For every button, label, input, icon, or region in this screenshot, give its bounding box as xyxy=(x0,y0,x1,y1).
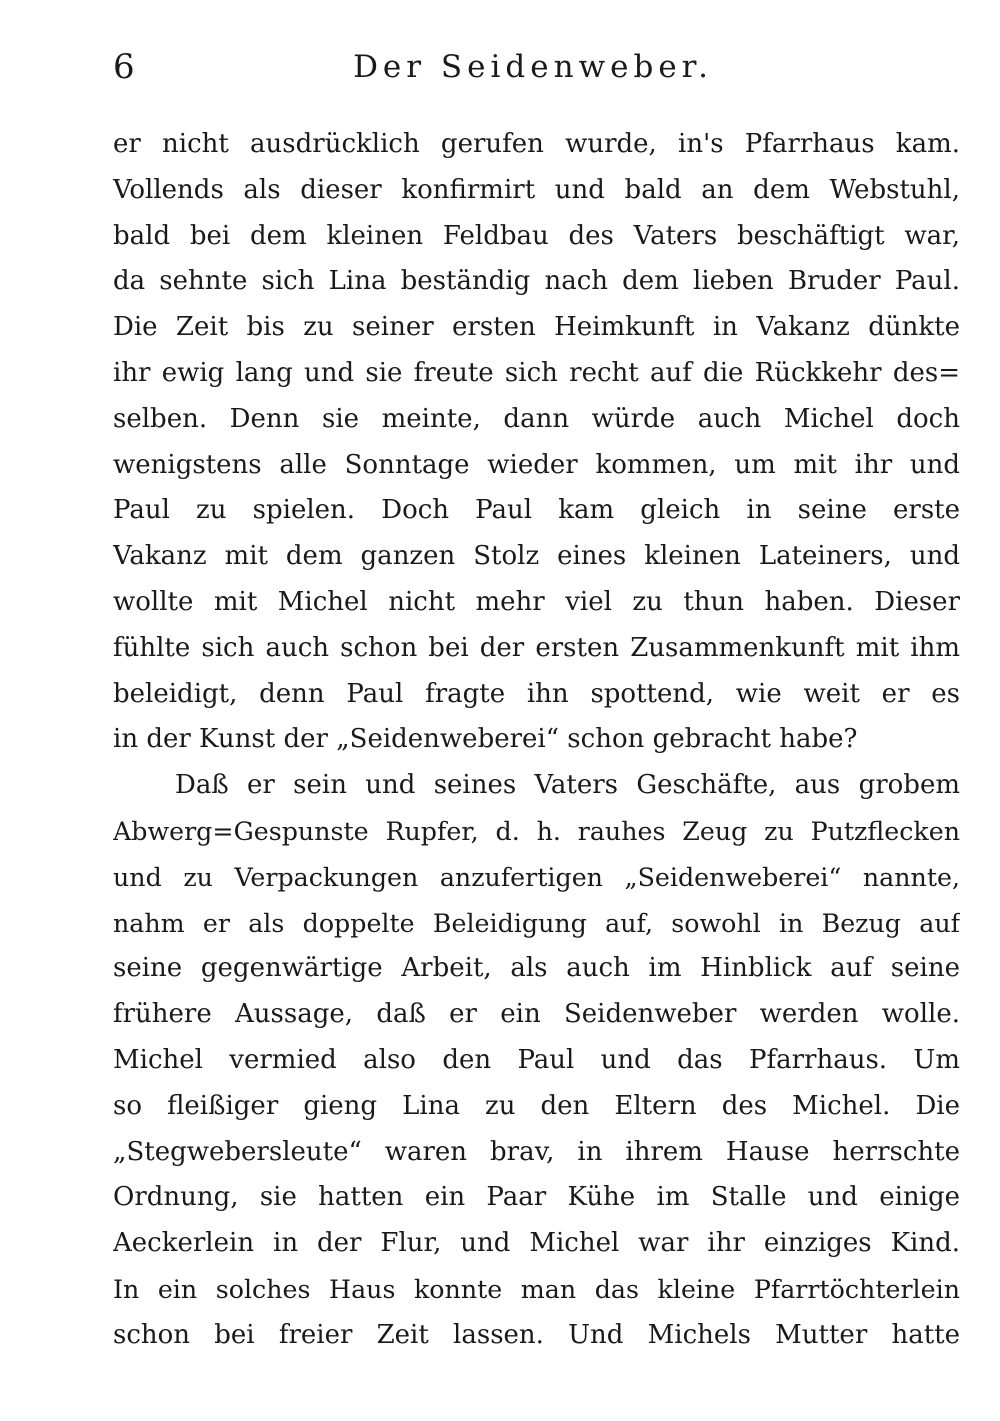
running-title: Der Seidenweber. xyxy=(353,49,713,85)
text-line: Aeckerlein in der Flur, und Michel war ihr einziges Kind. xyxy=(113,1228,960,1259)
text-line: wenigstens alle Sonntage wieder kommen, um mit ihr und xyxy=(113,449,960,480)
text-line: so fleißiger gieng Lina zu den Eltern des Michel. Die xyxy=(113,1090,960,1121)
text-line: schon bei freier Zeit lassen. Und Michels Mutter hatte xyxy=(113,1319,960,1350)
text-line: in der Kunst der „Seidenweberei“ schon gebracht habe? xyxy=(113,724,858,755)
text-line: und zu Verpackungen anzufertigen „Seidenweberei“ nannte, xyxy=(113,862,960,892)
text-line: Die Zeit bis zu seiner ersten Heimkunft in Vakanz dünkte xyxy=(113,312,960,343)
text-line: „Stegwebersleute“ waren brav, in ihrem Hause herrschte xyxy=(113,1136,960,1167)
text-line: In ein solches Haus konnte man das kleine Pfarrtöchterlein xyxy=(113,1274,960,1304)
text-line: Ordnung, sie hatten ein Paar Kühe im Stalle und einige xyxy=(113,1182,960,1213)
text-line: da sehnte sich Lina beständig nach dem lieben Bruder Paul. xyxy=(113,266,960,297)
text-line: Paul zu spielen. Doch Paul kam gleich in seine erste xyxy=(113,495,960,526)
text-line: bald bei dem kleinen Feldbau des Vaters beschäftigt war, xyxy=(113,220,960,251)
text-line: wollte mit Michel nicht mehr viel zu thun haben. Dieser xyxy=(113,586,960,617)
text-line: Abwerg=Gespunste Rupfer, d. h. rauhes Zeug zu Putzflecken xyxy=(113,816,960,846)
text-line: selben. Denn sie meinte, dann würde auch Michel doch xyxy=(113,403,960,434)
text-line: beleidigt, denn Paul fragte ihn spottend, wie weit er es xyxy=(113,678,960,709)
text-line: Vakanz mit dem ganzen Stolz eines kleinen Lateiners, und xyxy=(113,541,960,572)
text-line: er nicht ausdrücklich gerufen wurde, in's Pfarrhaus kam. xyxy=(113,129,960,159)
text-line: Vollends als dieser konfirmirt und bald an dem Webstuhl, xyxy=(113,174,960,205)
text-line: fühlte sich auch schon bei der ersten Zusammenkunft mit ihm xyxy=(113,632,960,663)
text-line: frühere Aussage, daß er ein Seidenweber werden wolle. xyxy=(113,999,960,1030)
body-text xyxy=(113,122,960,1359)
text-line: ihr ewig lang und sie freute sich recht auf die Rückkehr des= xyxy=(113,357,960,388)
text-line: seine gegenwärtige Arbeit, als auch im Hinblick auf seine xyxy=(113,953,960,984)
text-line: nahm er als doppelte Beleidigung auf, sowohl in Bezug auf xyxy=(113,908,960,938)
page-header xyxy=(113,42,953,92)
page-number: 6 xyxy=(113,47,135,87)
text-line: Daß er sein und seines Vaters Geschäfte, aus grobem xyxy=(175,770,960,801)
text-line: Michel vermied also den Paul und das Pfarrhaus. Um xyxy=(113,1044,960,1075)
